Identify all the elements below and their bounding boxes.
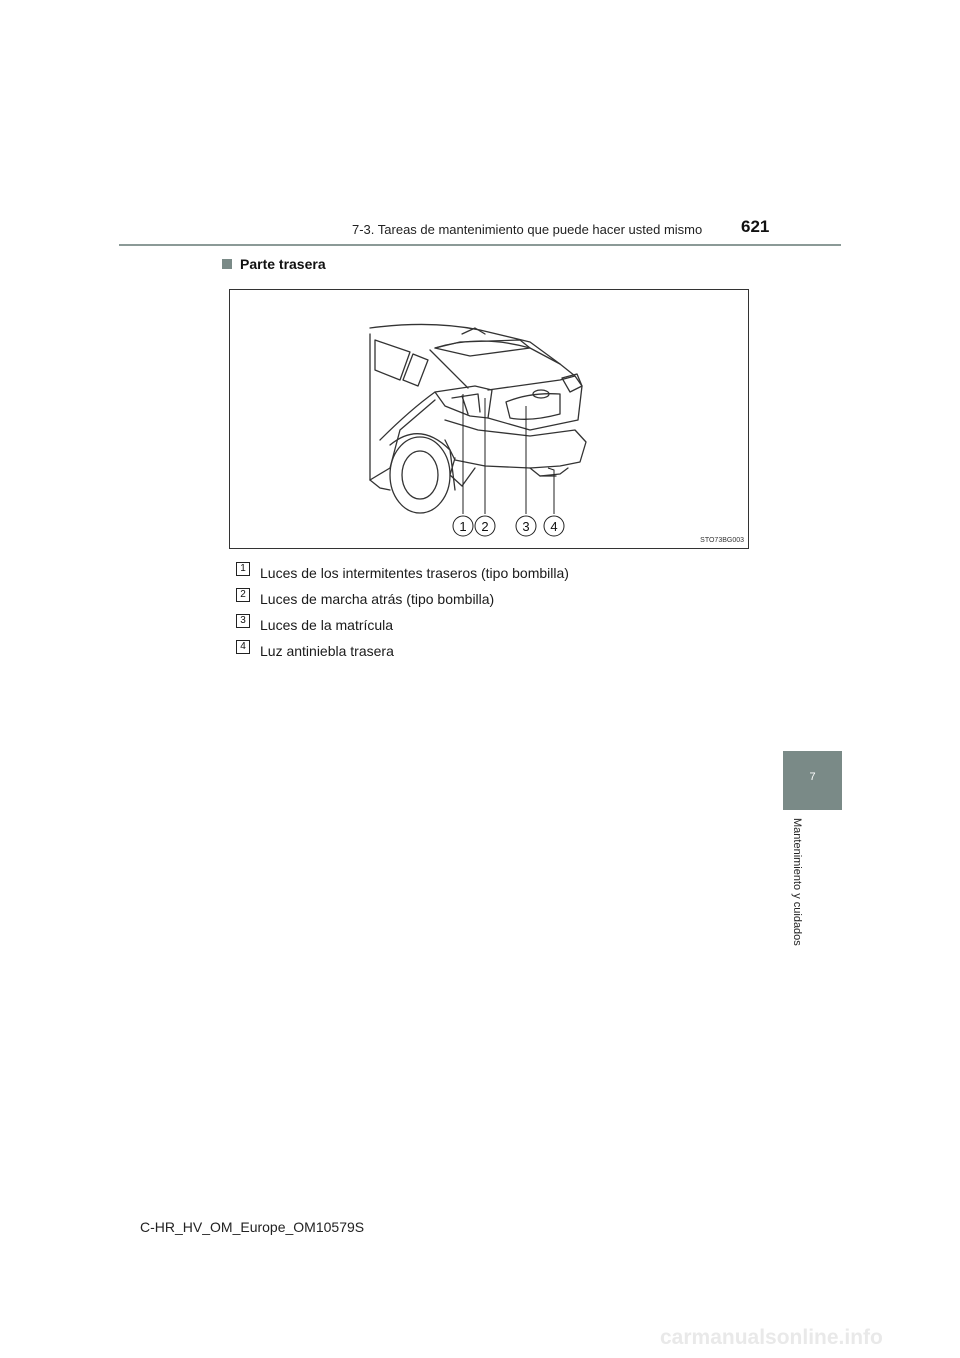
side-tab[interactable] <box>783 751 842 810</box>
side-chapter-title: Mantenimiento y cuidados <box>791 818 803 946</box>
watermark: carmanualsonline.info <box>660 1326 883 1349</box>
callout-1: 1 <box>459 519 467 534</box>
callout-3: 3 <box>522 519 530 534</box>
legend-item <box>236 639 756 665</box>
legend-number: 1 <box>236 562 250 576</box>
car-rear-illustration <box>230 290 748 548</box>
legend-text: Luces de los intermitentes traseros (tipo bombilla) <box>260 565 569 581</box>
callout-2: 2 <box>481 519 489 534</box>
legend-text: Luces de marcha atrás (tipo bombilla) <box>260 591 495 607</box>
footer-doc-id: C-HR_HV_OM_Europe_OM10579S <box>140 1219 365 1235</box>
legend-text: Luz antiniebla trasera <box>260 643 394 659</box>
legend-text: Luces de la matrícula <box>260 617 394 633</box>
legend-item <box>236 613 756 639</box>
legend-number: 4 <box>236 640 250 654</box>
legend-number: 3 <box>236 614 250 628</box>
legend-item <box>236 561 756 587</box>
section-heading-text: Parte trasera <box>240 256 326 272</box>
header-rule <box>119 244 841 246</box>
legend-number: 2 <box>236 588 250 602</box>
figure-code: STO73BG003 <box>700 537 744 544</box>
legend-list <box>236 561 756 665</box>
section-heading <box>222 256 326 272</box>
figure-frame <box>229 289 749 549</box>
bullet-square-icon <box>222 259 232 269</box>
legend-item <box>236 587 756 613</box>
callout-4: 4 <box>550 519 558 534</box>
header-title: 7-3. Tareas de mantenimiento que puede hacer usted mismo <box>352 222 703 237</box>
page-number: 621 <box>741 217 770 236</box>
side-tab-number: 7 <box>809 771 816 783</box>
